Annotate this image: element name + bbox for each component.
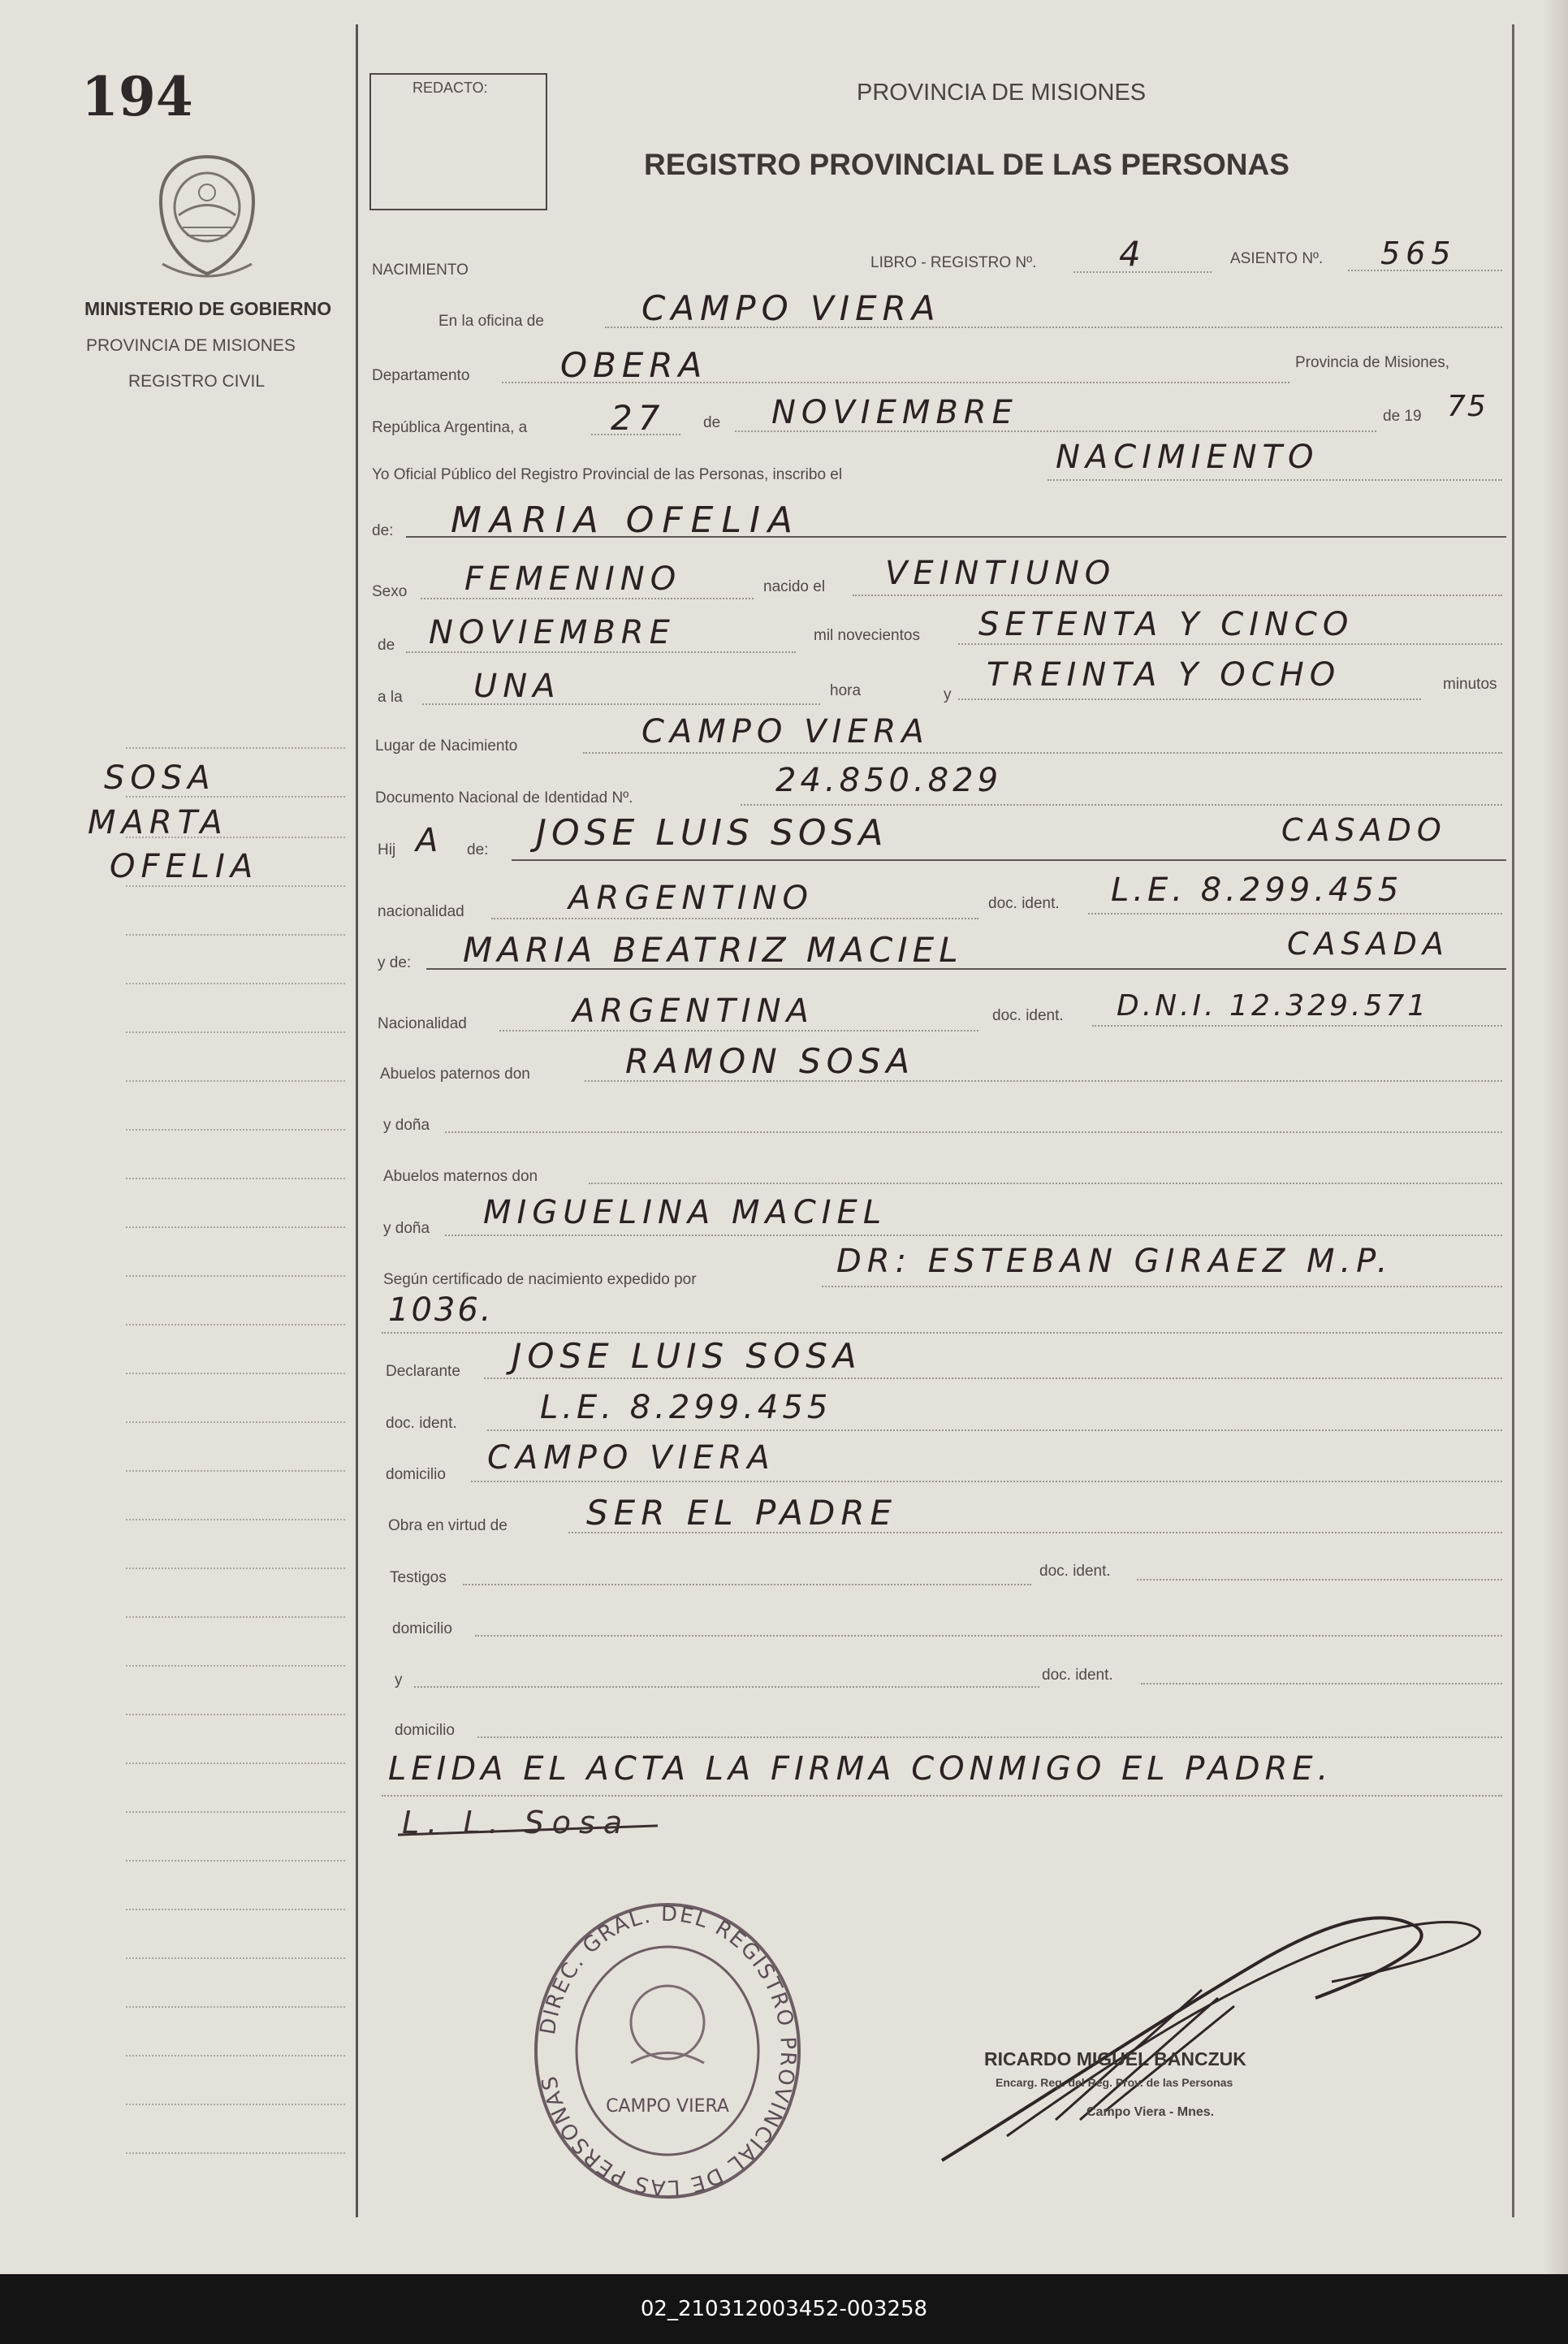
stamp-inner-text: CAMPO VIERA bbox=[606, 2096, 729, 2117]
domicilio-dots bbox=[471, 1481, 1502, 1482]
margin-line bbox=[126, 1275, 345, 1277]
margin-line bbox=[126, 2104, 345, 2105]
margin-rule bbox=[356, 24, 358, 2217]
margin-line bbox=[126, 1470, 345, 1472]
margin-line bbox=[126, 1860, 345, 1862]
margin-line bbox=[126, 1421, 345, 1423]
abuelos-mat-label: Abuelos maternos don bbox=[383, 1168, 538, 1185]
mes-nac-dots bbox=[406, 651, 796, 653]
minutos-label: minutos bbox=[1443, 676, 1497, 693]
oficial-label: Yo Oficial Público del Registro Provincial de las Personas, inscribo el bbox=[372, 466, 843, 483]
madre-doc: D.N.I. 12.329.571 bbox=[1117, 989, 1430, 1023]
republica-label: República Argentina, a bbox=[372, 419, 528, 436]
sexo-dots bbox=[421, 598, 754, 599]
margin-line bbox=[126, 1324, 345, 1326]
page-number: 194 bbox=[81, 65, 193, 128]
padre-doc-label: doc. ident. bbox=[988, 895, 1060, 912]
margin-line bbox=[126, 1031, 345, 1033]
abuelos-pat-label: Abuelos paternos don bbox=[380, 1066, 530, 1083]
declarante-dots bbox=[484, 1377, 1502, 1379]
madre-doc-label: doc. ident. bbox=[992, 1007, 1064, 1024]
abuela-pat-dots bbox=[445, 1131, 1502, 1133]
libro-label: LIBRO - REGISTRO Nº. bbox=[870, 254, 1037, 271]
departamento-label: Departamento bbox=[372, 367, 470, 384]
margin-line bbox=[126, 2055, 345, 2056]
declarante-label: Declarante bbox=[386, 1363, 460, 1380]
abuelo-mat-dots bbox=[589, 1183, 1502, 1184]
right-rule bbox=[1512, 24, 1514, 2217]
nacido-dots bbox=[853, 595, 1502, 596]
mes-value: NOVIEMBRE bbox=[771, 394, 1018, 431]
declarante-value: JOSE LUIS SOSA bbox=[512, 1336, 862, 1376]
hij-value: A bbox=[416, 822, 444, 859]
registry-label: REGISTRO CIVIL bbox=[128, 372, 266, 391]
y-label: y bbox=[944, 686, 952, 703]
coat-of-arms-icon bbox=[146, 150, 268, 280]
sheet-shadow bbox=[1544, 0, 1568, 2274]
lugar-dots bbox=[583, 752, 1502, 754]
anio-nac-dots bbox=[958, 643, 1502, 645]
margin-line bbox=[126, 2006, 345, 2008]
y-dona2-label: y doña bbox=[383, 1220, 430, 1237]
margin-note-surname: SOSA bbox=[104, 759, 216, 797]
hij-label: Hij bbox=[378, 841, 396, 858]
declarante-doc-label: doc. ident. bbox=[386, 1415, 457, 1432]
registry-stamp-icon bbox=[529, 1901, 806, 2201]
nacimiento-label: NACIMIENTO bbox=[372, 262, 469, 279]
margin-line bbox=[126, 2152, 345, 2154]
madre-estado: CASADA bbox=[1287, 926, 1449, 962]
margin-line bbox=[126, 1373, 345, 1374]
padre-nac-dots bbox=[491, 918, 978, 919]
abuela-mat-value: MIGUELINA MACIEL bbox=[483, 1194, 888, 1231]
oficina-label: En la oficina de bbox=[438, 313, 544, 330]
madre-value: MARIA BEATRIZ MACIEL bbox=[463, 930, 963, 970]
margin-note-name2: OFELIA bbox=[110, 848, 259, 885]
official-title: Encarg. Reg. del Reg. Prov. de las Personas bbox=[996, 2076, 1233, 2089]
obra-label: Obra en virtud de bbox=[388, 1517, 508, 1534]
padre-rule bbox=[512, 859, 1506, 861]
minutos-value: TREINTA Y OCHO bbox=[987, 656, 1341, 694]
de-label: de bbox=[703, 414, 721, 431]
asiento-value: 565 bbox=[1380, 236, 1457, 271]
signature-declarante: L. L. Sosa bbox=[402, 1805, 631, 1840]
certificado-value: DR: ESTEBAN GIRAEZ M.P. bbox=[836, 1243, 1393, 1280]
official-signature-icon bbox=[926, 1892, 1494, 2169]
domicilio3-label: domicilio bbox=[395, 1722, 455, 1739]
margin-line bbox=[126, 1226, 345, 1228]
ministry-label: MINISTERIO DE GOBIERNO bbox=[84, 298, 332, 319]
dia-nac-value: VEINTIUNO bbox=[885, 555, 1117, 592]
asiento-label: ASIENTO Nº. bbox=[1230, 250, 1324, 267]
cierre-dots bbox=[382, 1795, 1502, 1797]
header-title: REGISTRO PROVINCIAL DE LAS PERSONAS bbox=[644, 148, 1289, 181]
redacto-label: REDACTO: bbox=[413, 80, 488, 96]
nombre-rule bbox=[406, 536, 1506, 538]
province-label: PROVINCIA DE MISIONES bbox=[86, 336, 296, 355]
declarante-doc: L.E. 8.299.455 bbox=[540, 1389, 832, 1426]
nacido-label: nacido el bbox=[763, 578, 826, 595]
de3-label: de: bbox=[467, 841, 489, 858]
padre-value: JOSE LUIS SOSA bbox=[536, 812, 888, 854]
domicilio-value: CAMPO VIERA bbox=[487, 1439, 775, 1477]
minutos-dots bbox=[958, 698, 1421, 700]
dni-value: 24.850.829 bbox=[775, 762, 1003, 799]
margin-line bbox=[126, 1811, 345, 1813]
provincia-label: Provincia de Misiones, bbox=[1295, 354, 1450, 371]
cierre-value: LEIDA EL ACTA LA FIRMA CONMIGO EL PADRE. bbox=[388, 1750, 1333, 1788]
y-dona-label: y doña bbox=[383, 1117, 430, 1134]
margin-line bbox=[126, 1129, 345, 1131]
hora-label: hora bbox=[830, 682, 862, 699]
official-place: Campo Viera - Mnes. bbox=[1086, 2105, 1215, 2119]
madre-nac: ARGENTINA bbox=[572, 993, 814, 1030]
nacionalidad2-label: Nacionalidad bbox=[378, 1015, 467, 1032]
nombre-value: MARIA OFELIA bbox=[451, 500, 801, 541]
abuelo-pat-value: RAMON SOSA bbox=[625, 1041, 916, 1081]
margin-line bbox=[126, 1080, 345, 1082]
lugar-value: CAMPO VIERA bbox=[641, 713, 930, 750]
mil-label: mil novecientos bbox=[814, 627, 920, 644]
madre-rule bbox=[426, 968, 1506, 970]
margin-line bbox=[126, 1178, 345, 1179]
testigo2-doc-label: doc. ident. bbox=[1042, 1667, 1113, 1684]
margin-line bbox=[126, 1665, 345, 1667]
de2-label: de bbox=[378, 637, 395, 654]
domicilio2-dots bbox=[475, 1635, 1502, 1637]
domicilio3-dots bbox=[477, 1736, 1502, 1738]
margin-line bbox=[126, 983, 345, 984]
certificado-cont-dots bbox=[382, 1332, 1502, 1334]
margin-line bbox=[126, 1714, 345, 1715]
y2-dots bbox=[414, 1686, 1039, 1688]
y2-label: y bbox=[395, 1672, 403, 1689]
hora-value: UNA bbox=[473, 668, 561, 705]
margin-line bbox=[126, 1519, 345, 1520]
sexo-value: FEMENINO bbox=[464, 560, 682, 598]
anio-nac-value: SETENTA Y CINCO bbox=[978, 606, 1354, 643]
margin-note-name1: MARTA bbox=[88, 804, 228, 841]
a-la-label: a la bbox=[378, 689, 403, 706]
margin-line bbox=[126, 1568, 345, 1569]
mes-nac-value: NOVIEMBRE bbox=[429, 614, 676, 651]
libro-value: 4 bbox=[1119, 234, 1147, 274]
anio-value: 75 bbox=[1447, 390, 1488, 423]
acto-value: NACIMIENTO bbox=[1056, 439, 1320, 476]
margin-line bbox=[126, 885, 345, 887]
obra-value: SER EL PADRE bbox=[586, 1493, 898, 1533]
certificado-cont: 1036. bbox=[388, 1291, 494, 1329]
anio-label: de 19 bbox=[1383, 408, 1422, 425]
margin-line bbox=[126, 1616, 345, 1618]
margin-line bbox=[126, 1957, 345, 1959]
padre-estado: CASADO bbox=[1281, 812, 1447, 848]
testigos-doc-label: doc. ident. bbox=[1039, 1563, 1111, 1580]
madre-doc-dots bbox=[1092, 1025, 1502, 1027]
nacionalidad-label: nacionalidad bbox=[378, 903, 464, 920]
dni-label: Documento Nacional de Identidad Nº. bbox=[375, 789, 633, 807]
madre-nac-dots bbox=[499, 1030, 978, 1031]
padre-doc: L.E. 8.299.455 bbox=[1111, 871, 1403, 909]
domicilio2-label: domicilio bbox=[392, 1620, 452, 1637]
abuela-mat-dots bbox=[445, 1235, 1502, 1236]
lugar-label: Lugar de Nacimiento bbox=[375, 737, 518, 755]
image-id-footer: 02_210312003452-003258 bbox=[0, 2274, 1568, 2344]
de-nombre-label: de: bbox=[372, 522, 394, 539]
margin-line bbox=[126, 747, 345, 749]
sexo-label: Sexo bbox=[372, 583, 408, 600]
dia-value: 27 bbox=[611, 398, 666, 438]
stamp-ring-text: DIREC. GRAL. DEL REGISTRO PROVINCIAL DE LAS PERSONAS bbox=[535, 1901, 801, 2200]
certificado-label: Según certificado de nacimiento expedido por bbox=[383, 1271, 697, 1288]
y-de-label: y de: bbox=[378, 954, 412, 971]
dni-dots bbox=[741, 804, 1502, 806]
domicilio-label: domicilio bbox=[386, 1466, 446, 1483]
testigos-doc-dots bbox=[1137, 1579, 1502, 1581]
departamento-value: OBERA bbox=[560, 345, 708, 385]
declarante-doc-dots bbox=[487, 1429, 1502, 1431]
acto-dots bbox=[1047, 479, 1502, 481]
margin-line bbox=[126, 934, 345, 936]
header-province: PROVINCIA DE MISIONES bbox=[857, 80, 1147, 106]
testigos-label: Testigos bbox=[390, 1569, 447, 1586]
padre-doc-dots bbox=[1088, 913, 1502, 915]
margin-line bbox=[126, 1909, 345, 1910]
testigos-dots bbox=[463, 1584, 1031, 1585]
padre-nac: ARGENTINO bbox=[568, 880, 814, 917]
certificado-dots bbox=[822, 1286, 1502, 1287]
official-name: RICARDO MIGUEL BANCZUK bbox=[984, 2048, 1246, 2069]
oficina-value: CAMPO VIERA bbox=[641, 288, 941, 328]
margin-line bbox=[126, 1762, 345, 1764]
testigo2-doc-dots bbox=[1141, 1683, 1502, 1684]
